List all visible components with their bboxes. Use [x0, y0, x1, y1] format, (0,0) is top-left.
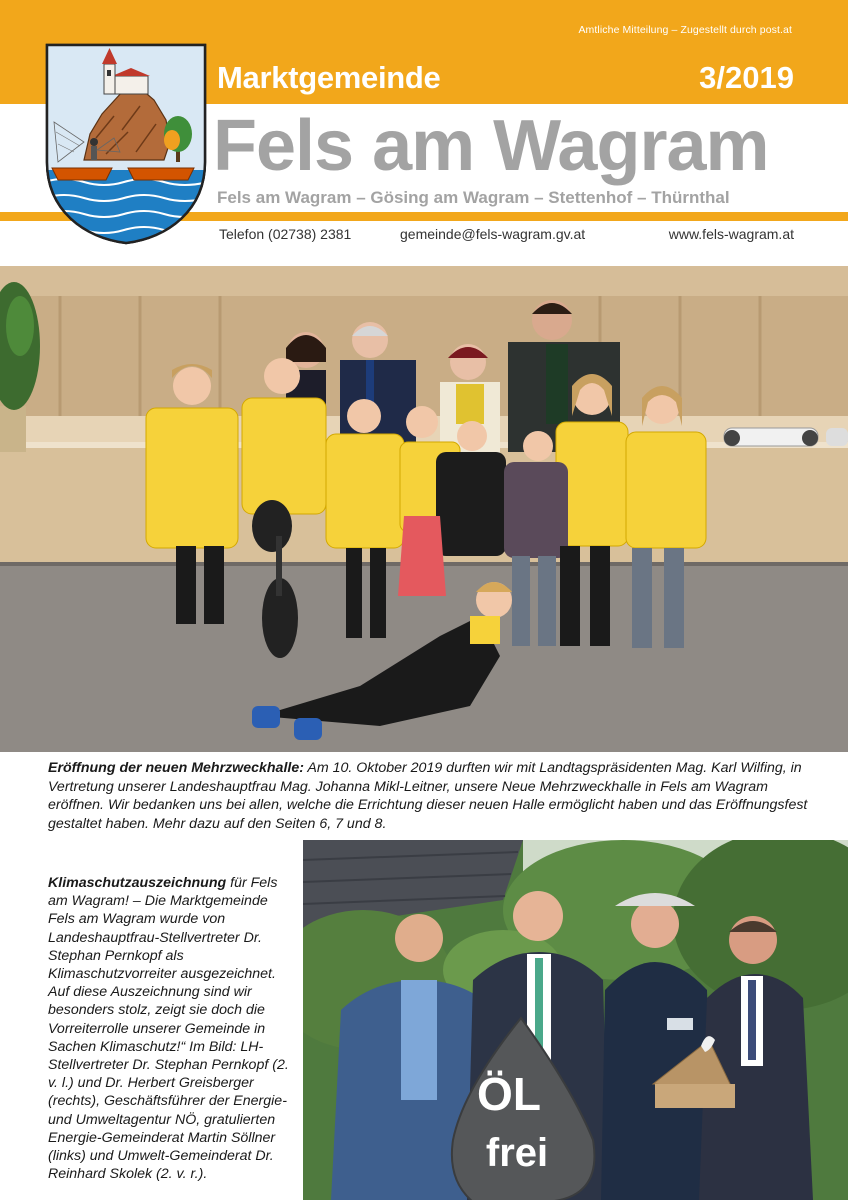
sign-oel-text: ÖL [477, 1068, 541, 1120]
hall-opening-photo [0, 266, 848, 752]
article-hall-opening-headline: Eröffnung der neuen Mehrzweckhalle: [48, 760, 304, 776]
villages-line: Fels am Wagram – Gösing am Wagram – Stettenhof – Thürnthal [217, 188, 730, 207]
sign-frei-text: frei [485, 1131, 549, 1175]
article-hall-opening-body: Am 10. Oktober 2019 durften wir mit Landtagspräsidenten Mag. Karl Wilfing, in Vertretung unserer Landeshauptfrau Mag. Johanna Mikl-Leitner, unsere Neue Mehrzweckhalle in Fels am Wagram eröffnen. Wir bedanken uns bei allen, welche die Errichtung dieser neuen Halle ermöglicht haben und das Eröffnungsfest gestaltet haben. Mehr dazu auf den Seiten 6, 7 und 8. [48, 760, 808, 832]
article-hall-opening [48, 759, 808, 833]
masthead-title: Fels am Wagram [213, 106, 769, 186]
coat-of-arms-icon [44, 42, 208, 246]
article-climate-award-body: für Fels am Wagram! – Die Marktgemeinde Fels am Wagram wurde von Landeshauptfrau-Stellvertreter Dr. Stephan Pernkopf als Klimaschutzvorreiter ausgezeichnet. Auf diese Auszeichnung sind wir besonders stolz, zeigt sie doch die Vorreiterrolle unserer Gemeinde in Sachen Klimaschutz!“ Im Bild: LH-Stellvertreter Dr. Stephan Pernkopf (2. v. l.) und Dr. Herbert Greisberger (rechts), Geschäftsführer der Energie- und Umweltagentur NÖ, gratulierten Energie-Gemeinderat Martin Söllner (links) und Umwelt-Gemeinderat Dr. Reinhard Skolek (2. v. r.). [48, 875, 289, 1183]
article-climate-award-headline: Klimaschutzauszeichnung [48, 875, 227, 891]
postal-notice: Amtliche Mitteilung – Zugestellt durch post.at [578, 24, 792, 36]
municipality-type: Marktgemeinde [217, 60, 441, 95]
climate-award-photo [303, 840, 848, 1200]
website-link[interactable]: www.fels-wagram.at [668, 226, 794, 242]
email-address[interactable]: gemeinde@fels-wagram.gv.at [400, 226, 586, 242]
issue-number: 3/2019 [699, 60, 794, 95]
phone-number: Telefon (02738) 2381 [219, 226, 352, 242]
article-climate-award [48, 874, 290, 1183]
